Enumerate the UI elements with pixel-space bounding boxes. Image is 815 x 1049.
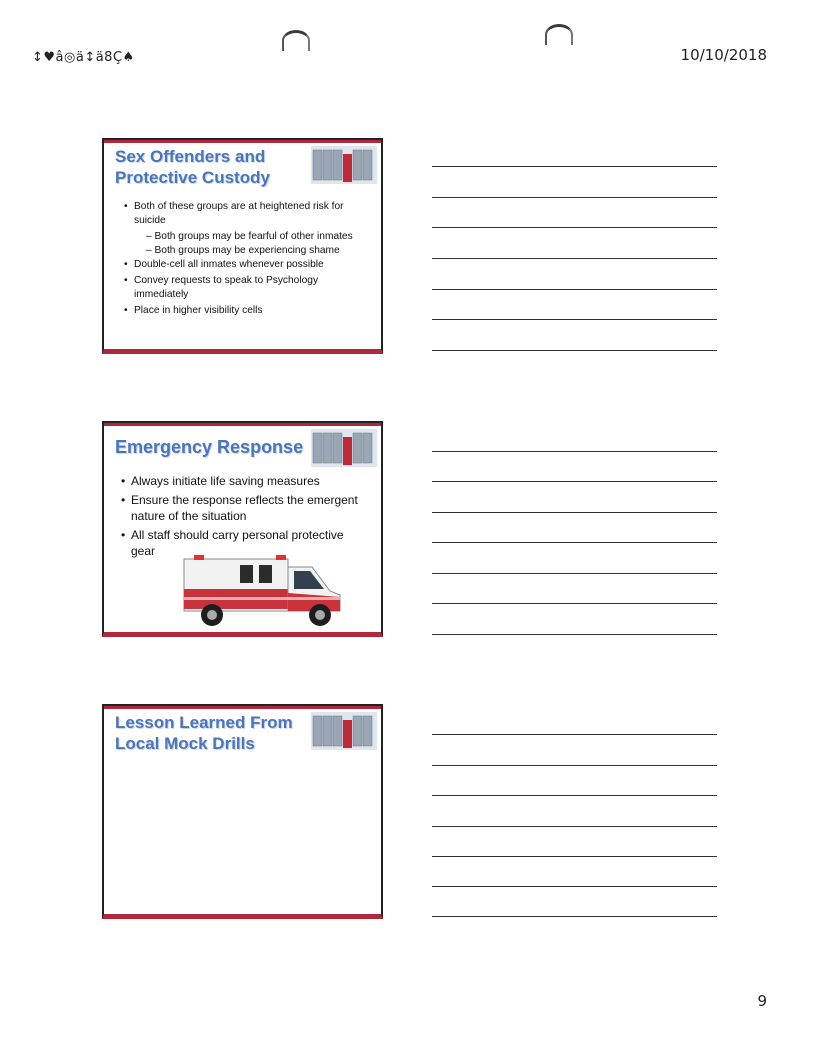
- note-line: [432, 634, 717, 635]
- note-line: [432, 289, 717, 290]
- slide-sex-offenders: [102, 138, 383, 354]
- jail-cells-thumbnail-image: [311, 429, 377, 467]
- note-line: [432, 603, 717, 604]
- ambulance-image: [180, 549, 350, 633]
- note-line: [432, 481, 717, 482]
- bullet-list: [134, 200, 374, 320]
- note-line: [432, 451, 717, 452]
- note-line: [432, 826, 717, 827]
- punch-hole-right: [545, 24, 573, 45]
- slide-lesson-learned: [102, 704, 383, 919]
- note-line: [432, 573, 717, 574]
- garbled-header-text: ↕♥â◎ä↕ä8Ç♠: [32, 50, 135, 65]
- note-line: [432, 795, 717, 796]
- bullet-item: • Convey requests to speak to Psychology immediately: [134, 274, 374, 302]
- note-line: [432, 734, 717, 735]
- note-line: [432, 227, 717, 228]
- punch-hole-left: [282, 30, 310, 51]
- sub-bullet-item: – Both groups may be experiencing shame: [146, 245, 340, 256]
- note-line: [432, 856, 717, 857]
- note-line: [432, 197, 717, 198]
- note-line: [432, 765, 717, 766]
- bullet-item: • Double-cell all inmates whenever possible: [134, 258, 374, 272]
- bullet-item: • Both of these groups are at heightened risk for suicide: [134, 200, 374, 228]
- slide-title: Emergency Response: [115, 437, 304, 457]
- note-line: [432, 166, 717, 167]
- bullet-item: • All staff should carry personal protective gear: [131, 527, 361, 559]
- note-line: [432, 542, 717, 543]
- note-line: [432, 350, 717, 351]
- bullet-item: • Always initiate life saving measures: [131, 473, 379, 489]
- print-date: 10/10/2018: [680, 46, 767, 64]
- slide-title: Lesson Learned From Local Mock Drills: [115, 713, 293, 753]
- note-line: [432, 886, 717, 887]
- jail-cells-thumbnail-image: [311, 712, 377, 750]
- note-line: [432, 319, 717, 320]
- note-line: [432, 258, 717, 259]
- bullet-item: • Place in higher visibility cells: [134, 304, 374, 318]
- slide-emergency-response: [102, 421, 383, 637]
- page-number: 9: [757, 992, 767, 1010]
- note-line: [432, 512, 717, 513]
- sub-bullet-item: – Both groups may be fearful of other inmates: [146, 231, 353, 242]
- bullet-item: • Ensure the response reflects the emergent nature of the situation: [131, 492, 379, 524]
- note-line: [432, 916, 717, 917]
- jail-cells-thumbnail-image: [311, 146, 377, 184]
- slide-title: Sex Offenders and Protective Custody: [115, 147, 270, 187]
